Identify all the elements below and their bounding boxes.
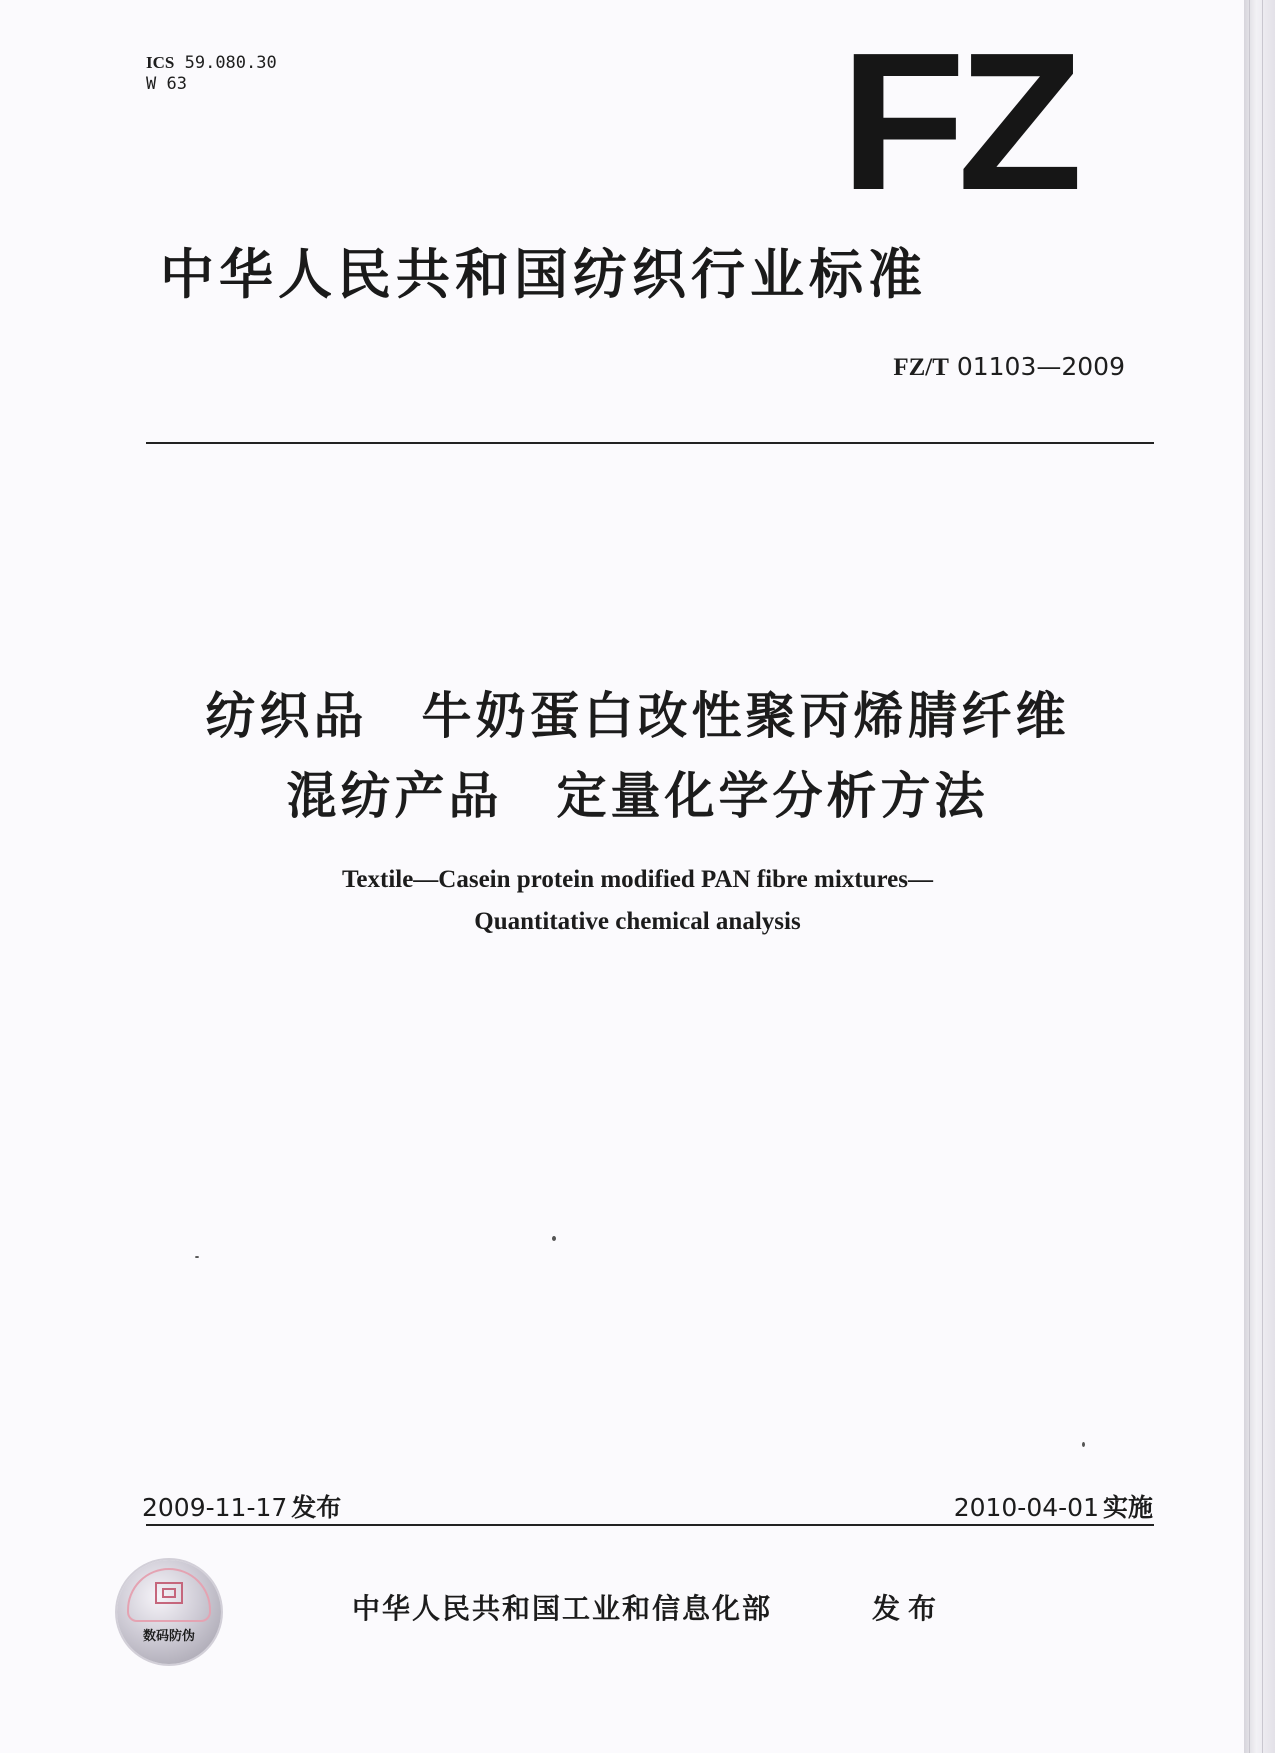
ics-block [146,52,277,95]
standard-issuer-title: 中华人民共和国纺织行业标准 [160,243,927,306]
anti-counterfeit-seal-icon [117,1560,221,1664]
fz-logo: FZ [840,12,1075,231]
ics-label: ICS [146,53,175,72]
ics-code: 59.080.30 [184,53,277,73]
effective-date [954,1488,1153,1524]
standard-code-prefix: FZ/T [893,354,949,381]
seal-text: 数码防伪 [142,1629,195,1644]
publish-date-suffix: 发布 [291,1493,342,1522]
issuing-verb: 发布 [872,1592,945,1625]
standard-code-number: 01103—2009 [956,352,1125,381]
class-code: W 63 [146,74,187,94]
ics-line [146,52,277,74]
paper-speck [195,1256,199,1258]
paper-speck [552,1236,556,1241]
seal-mark-icon [155,1582,183,1604]
title-en-line2: Quantitative chemical analysis [474,908,801,935]
footer-divider [146,1524,1154,1526]
title-cn-line1: 纺织品 牛奶蛋白改性聚丙烯腈纤维 [205,687,1070,745]
standard-code [893,352,1125,382]
publish-date-value: 2009-11-17 [142,1493,288,1522]
header-divider [146,442,1154,444]
publish-date [142,1488,341,1524]
effective-date-suffix: 实施 [1102,1493,1153,1522]
title-en-line1: Textile—Casein protein modified PAN fibre mixtures— [342,866,933,893]
title-cn-line2: 混纺产品 定量化学分析方法 [286,767,989,825]
issuing-body: 中华人民共和国工业和信息化部 [352,1592,773,1625]
paper-speck [1082,1442,1085,1447]
effective-date-value: 2010-04-01 [953,1493,1099,1522]
